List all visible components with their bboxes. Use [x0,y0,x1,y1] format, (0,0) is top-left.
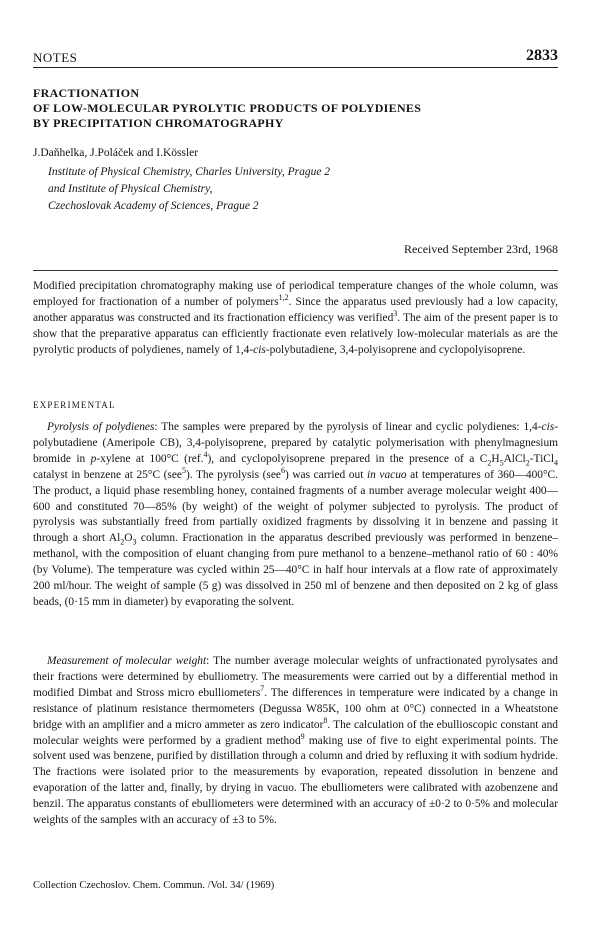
body-text: AlCl [503,452,526,465]
body-text: O [124,532,133,545]
body-text: ) was carried out [284,468,367,481]
subsection-heading: Pyrolysis of polydienes [47,421,155,433]
reference-mark: 5 [181,465,186,475]
reference-mark: 3 [393,309,398,319]
body-text: -polybutadiene (Ameripole CB), 3,4-polyisoprene, prepared by catalytic polymerisation with phenylmagnesium bromide in [33,421,558,465]
molecular-weight-paragraph [33,654,558,829]
reference-mark: 8 [323,715,328,725]
abstract-rule [33,270,558,271]
subscript: 2 [120,537,125,547]
title-line: OF LOW-MOLECULAR PYROLYTIC PRODUCTS OF POLYDIENES [33,101,422,115]
authors: J.Daňhelka, J.Poláček and I.Kössler [33,147,199,159]
body-text: column. Fractionation in the apparatus described previously was performed in benzene–methanol, with the composition of eluant changing from pure methanol to a benzene–methanol ratio of 60 : 40% (by Volume). The temperature was cycled within 25—40°C in half hour intervals at a flow rate of approximately 200 ml/hour. The weight of sample (5 g) was dissolved in 250 ml of benzene and then deposited on 2 kg of glass beads, (0·15 mm in diameter) by evaporating the solvent. [33,532,558,608]
italic-text: p [90,452,97,465]
header-rule [33,67,558,68]
title-line: BY PRECIPITATION CHROMATOGRAPHY [33,116,284,130]
reference-mark: 4 [203,450,208,460]
subscript: 3 [132,537,137,547]
affiliation-line: Institute of Physical Chemistry, Charles University, Prague 2 [48,166,331,178]
running-header-section: NOTES [33,50,78,65]
body-text: -TiCl [529,452,554,465]
abstract-text: -polybutadiene, 3,4-polyisoprene and cyclopolyisoprene. [265,343,526,356]
body-text: -xylene at 100°C (ref. [96,452,204,465]
subscript: 2 [525,458,530,468]
article-title [33,86,553,131]
pyrolysis-paragraph [33,420,558,611]
abstract-text: . Since the apparatus used previously had a low capacity, another apparatus was constructed and its fractionation efficiency was verified [33,295,558,324]
body-text: at temperatures of 360—400°C. The product, a liquid phase resembling honey, contained fragments of a number average molecular weight 400—600 and constituted 70—85% (by weight) of the weight of polymer subjected to pyrolysis. The product of pyrolysis was substantially freed from partially oxidized fragments by dissolving it in benzene and passing it through a short Al [33,468,559,545]
body-text: H [491,452,500,465]
subscript: 5 [499,458,504,468]
italic-text: cis [253,343,266,356]
abstract-text: . The aim of the present paper is to show that the preparative apparatus can efficiently fractionate even relatively low-molecular materials as are the pyrolytic products of polydienes, namely of 1,4- [33,311,558,356]
body-text: ). The pyrolysis (see [185,468,281,481]
subsection-heading: Measurement of molecular weight [47,655,207,667]
subscript: 2 [487,458,492,468]
received-date: Received September 23rd, 1968 [404,242,558,256]
reference-mark: 1,2 [278,293,289,303]
section-heading-experimental: EXPERIMENTAL [33,400,116,410]
body-text: . The differences in temperature were indicated by a change in resistance of platinum resistance thermometers (Degussa W85K, 100 ohm at 0°C) connected in a Wheatstone bridge with an amplifier and a micro ammeter as zero indicator [33,686,558,731]
title-line: FRACTIONATION [33,86,140,100]
reference-mark: 7 [260,684,265,694]
abstract-text: Modified precipitation chromatography making use of periodical temperature changes of the whole column, was employed for fractionation of a number of polymers [33,280,558,308]
body-text: : The samples were prepared by the pyrolysis of linear and cyclic polydienes: 1,4- [154,421,542,433]
affiliation-line: Czechoslovak Academy of Sciences, Prague 2 [48,200,259,212]
affiliations [48,164,330,215]
abstract [33,279,558,359]
journal-footer: Collection Czechoslov. Chem. Commun. /Vol. 34/ (1969) [33,880,275,891]
body-text: : The number average molecular weights of unfractionated pyrolysates and their fractions were determined by ebulliometry. The measurements were carried out by a differential method in modified Dimbat and Stross micro ebulliometers [33,655,558,699]
italic-text: in vacuo [366,468,407,481]
reference-mark: 9 [300,731,305,741]
subscript: 4 [554,458,558,468]
reference-mark: 6 [280,465,285,475]
page-number: 2833 [526,47,558,64]
body-text: . The calculation of the ebullioscopic constant and molecular weights were performed by a gradient method [33,718,558,747]
body-text: catalyst in benzene at 25°C (see [33,468,182,481]
italic-text: cis [541,421,555,433]
body-text: ), and cyclopolyisoprene prepared in the presence of a C [207,452,488,465]
body-text: making use of five to eight experimental points. The solvent used was benzene, purified by distillation through a column and dried by refluxing it with sodium hydride. The fractions were isolated prior to the measurements by evaporation, repeated dissolution in benzene and evaporation of the latter and, finally, by drying in vacuo. The ebulliometers were calibrated with azobenzene and benzil. The apparatus constants of ebulliometers were determined with an accuracy of ±0·2 to 0·5% and molecular weights of the samples with an accuracy of ±3 to 5%. [33,734,558,827]
affiliation-line: and Institute of Physical Chemistry, [48,183,213,195]
